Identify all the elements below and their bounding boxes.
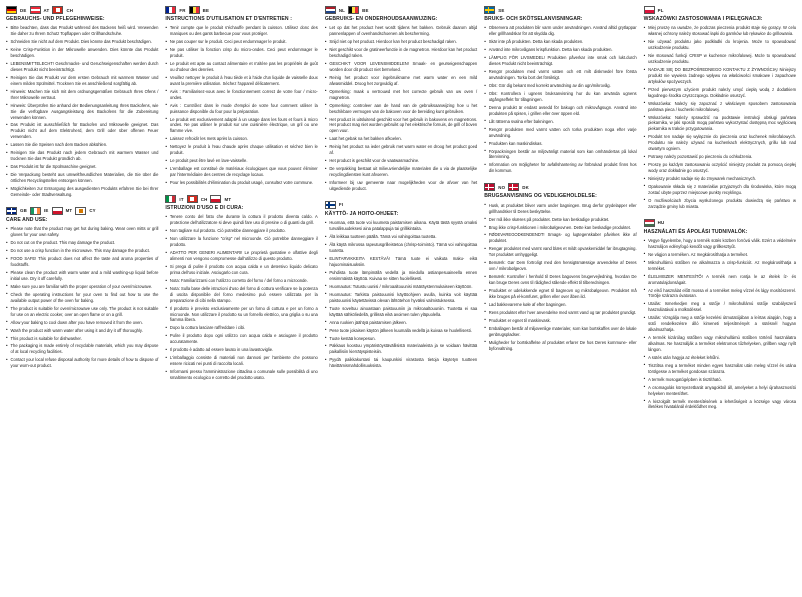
language-code: NL xyxy=(338,7,346,13)
instruction-item: • Az első használat előtt mossa el a terméket meleg vízzel és lágy mosítószerrel. Törölje szárazra óvatosan. xyxy=(644,288,796,300)
language-flag-bar xyxy=(6,207,158,215)
flag-icon-no xyxy=(484,183,495,191)
language-code: BE xyxy=(202,7,210,13)
column-4 xyxy=(484,6,636,593)
instruction-item: • Skär inte på produkten. Detta kan skada produkten. xyxy=(484,39,636,45)
instruction-item: • Huomautus: Tutustu uunisi / mikroaaltouunisi määräystenmukaiseen käyttöön. xyxy=(325,284,477,290)
instruction-item: • Potrawy należy pozostawić po pieczeniu do ochłodzenia. xyxy=(644,154,796,160)
instruction-item: • Muligheder for bortskaffelse af produktet erfarer De hos Deres kommune- eller byforvaltning. xyxy=(484,340,636,352)
instruction-item: • Le produit peut être lavé en lave-vaisselle. xyxy=(165,158,317,164)
language-section xyxy=(325,6,477,194)
instruction-item: • Niniejszy produkt nadaje się do zmywarek mechanicznych. xyxy=(644,176,796,182)
language-section xyxy=(165,195,317,383)
instruction-item: • A kiszolgált termék mentesítésének a lehetőségeit a községe vagy városa illetékes hivatalánál érdeklődhet meg. xyxy=(644,399,796,411)
flag-icon-mt xyxy=(210,195,221,203)
instruction-item: • Make sure you are familiar with the proper operation of your oven/microwave. xyxy=(6,284,158,290)
instruction-item: • Let op dat het product heet wordt tijdens het bakken. Gebruik daarom altijd pannenlappen of ovenhandschoenen als bescherming. xyxy=(325,25,477,37)
flag-icon-at xyxy=(30,6,41,14)
instruction-item: • The packaging is made entirely of recyclable materials, which you may dispose of at local recycling facilities. xyxy=(6,343,158,355)
instruction-item: • Die Verpackung besteht aus umweltfreundlichen Materialien, die Sie über die örtlichen Recyclingstellen entsorgen können. xyxy=(6,172,158,184)
flag-icon-be xyxy=(189,6,200,14)
instruction-item: • Produkt ten nadaje się wyłącznie do pieczenia oraz kuchenek mikrofalowych. Produktu nie należy używać na kuchenkach elektrycznych, grillu lub nad otwartym ogniem. xyxy=(644,134,796,152)
instruction-item: • Husk, at produktet bliver varm under bagningen. Brug derfor grydelapper eller grillhandsker til Deres beskyttelse. xyxy=(484,203,636,215)
instruction-item: • Nota: Familiarizzarsi con l'utilizzo corretto del forno / del forno a microonde. xyxy=(165,278,317,284)
language-flag-bar xyxy=(165,195,317,203)
instruction-item: • Reinigen Sie das Produkt vor dem ersten Gebrauch mit warmem Wasser und einem milden Spülmittel. Trocknen Sie es anschließend sorgfältig ab. xyxy=(6,75,158,87)
instruction-item: • Pyydä paikkakuntasi tai kaupunkisi virastosta tietoja käytetyn tuotteen hävittämismahdollisuuksista. xyxy=(325,357,477,369)
instruction-item: • Allow your baking to cool down after you have removed it from the oven. xyxy=(6,320,158,326)
section-title: KÄYTTÖ- JA HOITO-OHJEET: xyxy=(324,210,399,217)
instruction-item: • Informeer bij uw gemeente naar mogelijkheden voor de afvoer van het uitgediende product. xyxy=(325,180,477,192)
column-container xyxy=(6,6,796,593)
instruction-item: • Il prodotto è adatto ad essere lavato in una lavastoviglie. xyxy=(165,347,317,353)
instruction-item: • Rengör produkten med varmt vatten och torka produkten noga efter varje användning. xyxy=(484,127,636,139)
language-code: FR xyxy=(179,7,186,13)
instruction-item: • Använd inte mikrovågans krispfunktion. Detta kan skada produkten. xyxy=(484,47,636,53)
instruction-item: • FOOD SAFE! This product does not affect the taste and aroma properties of foodstuffs. xyxy=(6,256,158,268)
flag-icon-ch xyxy=(52,6,63,14)
flag-icon-de xyxy=(6,6,17,14)
instruction-item: • Het product is uitsluitend geschikt voor het gebruik in bakovens en magnetrons. Het product mag niet worden gebruikt op het elektrische fornuis, de grill of boven open vuur. xyxy=(325,117,477,135)
instruction-item: • Proszę po każdym zastosowaniu oczyścić niniejszy produkt za pomocą ciepłej wody oraz dokładnie go osuszyć. xyxy=(644,162,796,174)
instruction-item: • Snijd niet op het product. Hierdoor kan het product beschadigd raken. xyxy=(325,39,477,45)
instruction-item: • Si prega di pulire il prodotto con acqua calda e un detersivo liquido delicato prima dell'uso iniziale. Asciugarlo con cura. xyxy=(165,264,317,276)
instruction-item: • Emballagen består af miljøvenlige materialer, som kan bortskaffes over de lokale genbrugspladser. xyxy=(484,326,636,338)
instruction-item: • Non tagliare sul prodotto. Ciò potrebbe danneggiare il prodotto. xyxy=(165,228,317,234)
instruction-item: • Hinweis: Überprüfen Sie anhand der Bedienungsanleitung Ihres Backofens, wie Sie die verfügbare Ausgangsleistung des Backofens für die Zubereitung verwenden können. xyxy=(6,103,158,121)
instruction-item: • ELINTARVIKKEITA KESTÄVÄ! Tämä tuote ei vaikuta maku- eikä hajuominaisuuksiin. xyxy=(325,256,477,268)
language-section xyxy=(165,6,317,188)
section-title: BRUGSANVISNING OG VEDLIGEHOLDELSE: xyxy=(484,193,597,200)
instruction-item: • FØDEVAREGODKENDENDT! Smags- og lugtegenskaber påvirkes ikke af produktet. xyxy=(484,232,636,244)
instruction-item: • Möglichkeiten zur Entsorgung des ausgedienten Produkts erfahren Sie bei Ihrer Gemeinde- oder Stadtverwaltung. xyxy=(6,186,158,198)
instruction-item: • L'imballaggio consiste di materiali non dannosi per l'ambiente che possono essere ricicati nei punti di raccolta locali. xyxy=(165,355,317,367)
instruction-item: • The product is suitable for oven/microwave use only. The product is not suitable for use on an electric cooker, over an open flame or on a grill. xyxy=(6,306,158,318)
column-3 xyxy=(325,6,477,593)
instruction-item: • Mikrohullámú sütőben ne alkalmazza a crisp-funkciót. Az megkárosíthatja a terméket. xyxy=(644,260,796,272)
instruction-item: • Utalás: Vizsgálja meg a sütője kezelési útmutatójában a leírtas alapján, hogy a sütő rendelkezésre álló kimeneti teljesítményét a sütésnél hogyan alkalmazhatja. xyxy=(644,315,796,333)
instruction-item: • Bemærk: Kontroller i henhold til Deres bagovens brugervejledning, hvordan De kan bruge Deres ovns til rådighed stående effekt til tilberedningen. xyxy=(484,274,636,286)
instruction-item: • Pese tuote jokaisen käytön jälkeen kuumalla vedellä ja kuivaa se huolellisesti. xyxy=(325,328,477,334)
instruction-item: • L'emballage est constitué de matériaux écologiques que vous pouvez éliminer par l'intermédiaire des centres de recyclage locaux. xyxy=(165,166,317,178)
instruction-item: • Nettoyez le produit à l'eau chaude après chaque utilisation et séchez bien le produit. xyxy=(165,144,317,156)
instruction-item: • GESCHIKT VOOR LEVENSMIDDELEN! Smaak- en geurseigenschappen worden door dit product niet beïnvloed. xyxy=(325,61,477,73)
section-title: HASZNÁLATI ÉS ÁPOLÁSI TUDNIVALÓK: xyxy=(643,228,748,235)
instruction-item: • Opakowanie składa się z materiałów przyjaznych dla środowiska, które mogą zostać ubyte poprzez miejscowe punkty recyklingu. xyxy=(644,184,796,196)
instruction-item: • Brug ikke crisp-funktionen i mikrobølgeovnen. Dette kan beskadige produktet. xyxy=(484,225,636,231)
instruction-item: • Miej proszę na uwadze, że podczas pieczenia produkt staje się gorący. W celu własnej ochrony należy stosować łapki do garnków lub rękawice do grillowania. xyxy=(644,25,796,37)
instruction-item: • De verpakking bestaat uit milieuvriendelijke materialen die u via de plaatselijke recyclingdiensten kunt afvoeren. xyxy=(325,166,477,178)
column-5 xyxy=(644,6,796,593)
instruction-item: • Niet geschikt voor de gratineerfunctie in de magnetron. Hierdoor kan het product beschadigd raken. xyxy=(325,47,477,59)
instruction-item: • Pulire il prodotto dopo ogni utilizzo con acqua calda e asciugare il prodotto accuratamente. xyxy=(165,333,317,345)
instruction-item: • Älä leikkaa tuotteen päällä. Tämä voi vahingoittaa tuotetta. xyxy=(325,234,477,240)
language-flag-bar xyxy=(644,6,796,14)
instruction-item: • Das Produkt ist ausschließlich für Backofen und Mikrowelle geeignet. Das Produkt nicht auf dem Elektroherd, dem Grill oder über offenen Feuer verwenden. xyxy=(6,122,158,140)
instruction-item: • Obs: Kontrollera i ugnens bruksanvisning hur du kan använda ugnens utgångseffekt för tillagningen. xyxy=(484,91,636,103)
flag-icon-fr xyxy=(165,6,176,14)
language-flag-bar xyxy=(484,6,636,14)
instruction-item: • Le produit est apte au contact alimentaire et n'altère pas les propriétés de goût ou d'odeur des denrées. xyxy=(165,61,317,73)
instruction-item: • Nota: Sulla base delle istruzioni d'uso del forno di cottura verificare se la potenza di uscita disponibile del forno medesimo può essere utilizzata per la preparazione di cibi nella stampo. xyxy=(165,286,317,304)
section-title: BRUKS- OCH SKÖTSELANVISNINGAR: xyxy=(484,16,583,22)
instruction-item: • Wskazówka: Należy sprawdzić na podstawie instrukcji obsługi państwa piekarnika, w jaki sposób mogą państwo wykorzystać dostępną moc wyjściową piekarnika w trakcie przygotowania. xyxy=(644,115,796,133)
flag-icon-mt xyxy=(52,207,63,215)
flag-icon-ie xyxy=(30,207,41,215)
language-code: DK xyxy=(522,184,529,190)
instruction-item: • Reinigen Sie das Produkt nach jedem Gebrauch mit warmem Wasser und trocknen Sie das Produkt gründlich ab. xyxy=(6,150,158,162)
language-code: CH xyxy=(200,196,208,202)
language-section xyxy=(6,207,158,371)
instruction-item: • Please clean the product with warm water and a mild washing-up liquid before initial use. Dry it off carefully. xyxy=(6,270,158,282)
section-title: CARE AND USE: xyxy=(6,216,48,223)
instruction-item: • Huomaa, että tuote voi kuumeta paistamisen aikana. Käytä tästä syystä omaksi turvallisuudeksesi aina patalappuja tai grillikintaita. xyxy=(325,220,477,232)
section-title: ISTRUZIONI D'USO E DI CURA: xyxy=(165,205,244,212)
instruction-item: • Produktet er egnet til maskinvask. xyxy=(484,318,636,324)
instruction-item: • Non utilizzare la funzione "crisp" nel microonde. Ciò potrebbe danneggiare il prodotto. xyxy=(165,236,317,248)
instruction-item: • Ne pas utiliser la fonction crisp du micro-ondes. Ceci peut endommager le produit. xyxy=(165,47,317,59)
instruction-item: • A termék kizárólag sütőben vagy mikrohullámú sütőben történő használatra alkalmas. Ne használják a terméket elektromos tűzhelyeken, grillben vagy nyílt lángon. xyxy=(644,335,796,353)
language-code: MT xyxy=(65,208,73,214)
flag-icon-pl xyxy=(644,6,655,14)
instruction-item: • Dopo la cottura lasciare raffreddare i cibi. xyxy=(165,325,317,331)
instruction-item: • Check the operating instructions for your oven to find out how to use the available output power of the oven for baking. xyxy=(6,292,158,304)
instruction-item: • Rengör produkten med varmt vatten och ett milt diskmedel före första användningen. Torka bort det försiktigt. xyxy=(484,69,636,81)
instruction-item: • Utalás: Ismerkedjen meg a sütője / mikrohullámú sütője szabályszerű használatával a mülködéssel. xyxy=(644,301,796,313)
flag-icon-dk xyxy=(508,183,519,191)
flag-icon-fi xyxy=(325,201,336,209)
instruction-item: • Opmerking: controleer aan de hand van de gebruiksaanwijzing hoe u het beschikbare vermogen van de bakoven voor de bereiding kunt gebruiken. xyxy=(325,103,477,115)
instruction-item: • A csomagolás környezetbarát anyagokból áll, amelyeket a helyi újrahasznosító helyeken mentesíthet. xyxy=(644,385,796,397)
flag-icon-gb xyxy=(6,207,17,215)
section-title: GEBRAUCHS- UND PFLEGEHINWEISE: xyxy=(6,16,105,22)
instruction-item: • Laissez refroidir les mets après la cuisson. xyxy=(165,136,317,142)
language-section xyxy=(644,219,796,413)
instruction-item: • O możliwościach zbycia wysłużonego produktu dowiedzą się państwo w zarządzie gminy lub miasta. xyxy=(644,198,796,210)
flag-icon-it xyxy=(165,195,176,203)
flag-icon-se xyxy=(484,6,495,14)
instruction-item: • Le produit est exclusivement adapté à un usage dans les fours et fours à micro ondes. Ne pas utiliser le produit sur une cuisinière électrique, un gril ou une flamme vive. xyxy=(165,117,317,135)
language-section xyxy=(484,6,636,176)
language-code: PL xyxy=(657,7,664,13)
flag-icon-cy xyxy=(75,207,86,215)
language-code: HU xyxy=(657,220,665,226)
instruction-item: • Please note that the product may get hot during baking. Wear oven mitts or grill gloves for your own safety. xyxy=(6,226,158,238)
column-1 xyxy=(6,6,158,593)
instruction-item: • LÄMPLIG FÖR LIVSMEDEL! Produkten påverkar inte smak och lukt.durch dieses Produkt nicht beeinträchtigt. xyxy=(484,55,636,67)
instruction-item: • Opmerking: maak u vertrouwd met het correcte gebruik van uw oven / magnetron. xyxy=(325,89,477,101)
language-flag-bar xyxy=(325,201,477,209)
flag-icon-hu xyxy=(644,219,655,227)
instruction-item: • Do not use a crisp function in the microwave. This may damage the product. xyxy=(6,248,158,254)
language-flag-bar xyxy=(484,183,636,191)
instruction-item: • Tuote soveltuu ainoastaan paistouuniin ja mikroaaltouuniin. Tuotetta ei saa käyttää sähköliedellä, grillissä eikä avoimen tulen yläpuolella. xyxy=(325,306,477,318)
instruction-item: • Tisztítsa meg a terméket minden egyes használat után meleg vízzel és utána törölgesse a terméket gondosan szárazra. xyxy=(644,363,796,375)
instruction-item: • Produktet er udelukkende egnet til bagreovn og mikrobølgeovn. Produktet må ikke bruges på el-komfuret, grillen eller over åben ild. xyxy=(484,288,636,300)
instruction-item: • Das Produkt ist für die Spülmaschine geeignet. xyxy=(6,164,158,170)
instruction-item: • Älä käytä mikrossa rapeutusgrilleistetoa (chrisp-toiminto). Tämä voi vahingoittaa tuotetta. xyxy=(325,242,477,254)
instruction-item: • Anna ruokien jäähtyä paistamisen jälkeen. xyxy=(325,320,477,326)
language-code: DE xyxy=(20,7,27,13)
instruction-item: • Contact your local refuse disposal authority for more details of how to dispose of your worn-out product. xyxy=(6,357,158,369)
instruction-item: • Produkten kan maskindiskas. xyxy=(484,141,636,147)
instruction-item: • Veuillez nettoyer le produit à l'eau tiède et à l'aide d'un liquide de vaisselle doux avant la première utilisation. Séchez l'appareil délicatement. xyxy=(165,75,317,87)
instruction-item: • ÉLELMISZER MENTESÍTŐ! A termék nem rontja le az ételek íz- és aromatulajdonságait. xyxy=(644,274,796,286)
column-2 xyxy=(165,6,317,593)
language-code: IT xyxy=(179,196,184,202)
language-code: BE xyxy=(362,7,369,13)
instruction-item: • Do not cut on the product. This may damage the product. xyxy=(6,240,158,246)
instruction-item: • Förpackningen består av miljövänligt material som kan omhändertas på lokal återvinning. xyxy=(484,149,636,161)
instruction-item: • Hinweis: Machen Sie sich mit dem ordnungsgemäßen Gebrauch Ihres Ofens / Ihrer Mikrowelle vertraut. xyxy=(6,89,158,101)
instruction-item: • Huomautus: Tarkista paistouunisi käyttöohjeen avulla, kuinka voit käyttää paistouunisi käytettävissä olevan lähtötehon hyväksi valmistuksessa. xyxy=(325,292,477,304)
section-title: GEBRUIKS- EN ONDERHOUDSAANWIJZING: xyxy=(324,16,438,22)
language-code: GB xyxy=(20,208,27,214)
instruction-item: • A sütés után hagyja az ételeket lehűlni. xyxy=(644,355,796,361)
instruction-item: • Rens produktet efter hver anvendelse med varmt vand og tør produktet grundigt. xyxy=(484,310,636,316)
instruction-item: • LEBENSMITTELECHT! Geschmacks- und Geruchseigenschaften werden durch dieses Produkt nicht beeinträchtigt. xyxy=(6,61,158,73)
language-flag-bar xyxy=(644,219,796,227)
instruction-item: • NADAJE SIĘ DO BEZPOŚREDNIEGO KONTAKTU Z ŻYWNOŚCIĄ! Niniejszy produkt nie wywiera żadnego wpływu na właściwości smakowe i zapachowe artykułów spożywczych. xyxy=(644,67,796,85)
instruction-item: • ADATTO PER GENERI ALIMENTARI! Le proprietà gustative e olfattive degli alimenti non vengono compromesse dall'utilizzo di questo prodotto. xyxy=(165,250,317,262)
instruction-item: • Avis : Familiarisez-vous avec le fonctionnement correct de votre four / micro-ondes. xyxy=(165,89,317,101)
instruction-item: • Information om möjligheter för avfallshantering av förbrukad produkt finns hos din kommun. xyxy=(484,162,636,174)
instruction-item: • Lad bakkevarerne køle af efter bagningen. xyxy=(484,302,636,308)
instruction-item: • Wash the product with warm water after using it and dry it off thoroughly. xyxy=(6,328,158,334)
language-section xyxy=(484,183,636,353)
language-code: MT xyxy=(224,196,232,202)
section-title: WSKAZÓWKI ZASTOSOWANIA I PIELĘGNACJI: xyxy=(643,16,763,22)
language-section xyxy=(6,6,158,200)
instruction-item: • Rengør produktet med varmt vand blæs et mildt opvaskemiddel før ibrugtagning. Tør produktet omhyggeligt. xyxy=(484,246,636,258)
language-code: CH xyxy=(66,7,74,13)
instruction-item: • Observera att produkten blir varm under användningen. Använd alltid grytlappar eller grillhandskar för att skydda dig. xyxy=(484,25,636,37)
instruction-item: • Keine Crisp-Funktion in der Mikrowelle anwenden. Dies könnte das Produkt beschädigen. xyxy=(6,47,158,59)
instruction-item: • Avis : Contrôlez dans le mode d'emploi de votre four comment utiliser la puissance disponible du four pour la préparation. xyxy=(165,103,317,115)
language-flag-bar xyxy=(6,6,158,14)
instruction-item: • Ne pas couper sur le produit. Ceci peut endommager le produit. xyxy=(165,39,317,45)
instruction-item: • Lassen Sie die Speisen nach dem Backen abkühlen. xyxy=(6,142,158,148)
instruction-item: • Ne vágjon a terméken. Az megkárosíthatja a terméket. xyxy=(644,252,796,258)
instruction-item: • Il prodotto è previsto esclusivamente per un forno di cottura e per un forno a microonde. Non utilizzare il prodotto su un fornello elettrico, una griglia o su una fiamma libera. xyxy=(165,306,317,324)
instruction-item: • This product is suitable for dishwasher. xyxy=(6,336,158,342)
language-code: IE xyxy=(44,208,49,214)
instruction-item: • Nie stosować funkcji CRISP w kuchence mikrofalowej. Może to spowodować uszkodzenie produktu. xyxy=(644,53,796,65)
instruction-item: • Schneiden Sie nicht auf dem Produkt. Dies könnte das Produkt beschädigen. xyxy=(6,39,158,45)
instruction-item: • Het product is geschikt voor de vaatwasmachine. xyxy=(325,158,477,164)
instruction-item: • Tenere conto del fatto che durante la cottura il prodotto diventa caldo. A protezione dell'utilizzatore si deve quindi fare uso di presine o di guanti da grill. xyxy=(165,214,317,226)
flag-icon-nl xyxy=(325,6,336,14)
instruction-item: • Reinig het product voor ingebruikname met warm water en een mild afwasmiddel. Droog het zorgvuldig af. xyxy=(325,75,477,87)
instruction-item: • Reinig het product na ieder gebruik met warm water en droog het product goed af. xyxy=(325,144,477,156)
language-section xyxy=(644,6,796,212)
instruction-item: • Puhdista tuote lämpimällä vedellä ja miedolla astianpesuaineella ennen ensimmäistä käyttöä. Kuivaa se sitten huolellisesti. xyxy=(325,270,477,282)
instruction-item: • Tuote kestää konepesun. xyxy=(325,336,477,342)
language-flag-bar xyxy=(325,6,477,14)
language-section xyxy=(325,201,477,371)
flag-icon-ch xyxy=(187,195,198,203)
instruction-item: • Der må ikke skæres på produktet. Dette kan beskadige produktet. xyxy=(484,217,636,223)
instruction-item: • Bitte beachten, dass das Produkt während des Backens heiß wird. Verwenden Sie daher zu Ihrem Schutz Topflappen oder Grillhandschuhe. xyxy=(6,25,158,37)
section-title: INSTRUCTIONS D'UTILISATION ET D'ENTRETIEN : xyxy=(165,16,293,22)
instruction-item: • Denna produkt är endast avsedd för bakugn och mikrovågsugn. Använd inte produkten på spisen, i grillen eller över öppen eld. xyxy=(484,105,636,117)
flag-icon-be xyxy=(348,6,359,14)
instruction-item: • Pakkaus koostuu ympäristöystävällisistä materiaaleista ja se voidaan hävittää paikallisiin kierrätyspisteisiin. xyxy=(325,343,477,355)
instruction-item: • Nie używać produktu jako podkładki do krojenia. Może to spowodować uszkodzenie produktu. xyxy=(644,39,796,51)
instruction-item: • Laat het gebak na het bakken afkoelen. xyxy=(325,136,477,142)
language-code: NO xyxy=(498,184,506,190)
language-code: AT xyxy=(43,7,50,13)
language-code: CY xyxy=(89,208,96,214)
instruction-item: • Informarsi presso l'amministrazione cittadina o comunale sulle possibilità di uno smaltimento ecologico e corretto del prodotto usato. xyxy=(165,369,317,381)
language-flag-bar xyxy=(165,6,317,14)
language-code: SE xyxy=(498,7,505,13)
instruction-item: • Obs: Gör dig bekant med korrekt användning av din ugn/mikrovåg. xyxy=(484,83,636,89)
instruction-item: • A termék mosogatógépben is tisztítható. xyxy=(644,377,796,383)
instruction-item: • Przed pierwszym użyciem produkt należy umyć ciepłą wodą z dodatkiem łagodnego środka czyszczącego. Dokładnie osuszyć. xyxy=(644,87,796,99)
instruction-item: • Låt rätterna svalna efter bakningen. xyxy=(484,119,636,125)
language-code: FI xyxy=(338,202,344,208)
instruction-item: • Pour les possibilités d'élimination du produit usagé, consultez votre commune. xyxy=(165,180,317,186)
instruction-item: • Tenir compte que le produit s'échauffe pendant la cuisson. Utilisez donc des maniques ou des gants barbecue pour vous protéger. xyxy=(165,25,317,37)
instruction-item: • Vegye figyelembe, hogy a termék sütés közben forróvá válik. Ezért a védelmére használjon edényfogó kendőt vagy grillkesztyűt. xyxy=(644,238,796,250)
instruction-item: • Wskazówka: Należy się zapoznać z właściwym sposobem zastosowania państwa pieca / kuchenki mikrofalowej. xyxy=(644,101,796,113)
instruction-item: • Bemærk: Gør Dem fortroligt med den hensigtsmæssige anvendelse af Deres ovn / mikrobølgeovn. xyxy=(484,260,636,272)
